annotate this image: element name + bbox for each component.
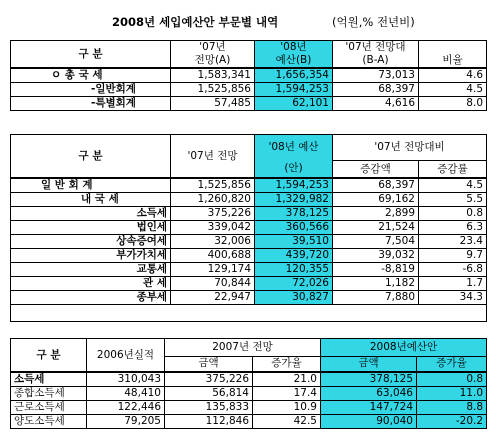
table-row (11, 401, 487, 415)
summary-table (10, 40, 487, 111)
table-row (11, 291, 487, 305)
row-2007-rate: 10.9 (253, 401, 321, 415)
row-2008-amount: 147,724 (321, 401, 417, 415)
table-row (11, 97, 487, 111)
table-row (11, 221, 487, 235)
row-c: 68,397 (333, 83, 419, 97)
row-2006: 310,043 (87, 372, 165, 387)
row-a: 57,485 (171, 97, 255, 111)
row-2007-rate: 21.0 (253, 372, 321, 387)
row-c: 2,899 (333, 207, 419, 221)
row-d: 6.3 (419, 221, 487, 235)
table-row (11, 207, 487, 221)
table-row (11, 68, 487, 83)
header-b-line2: 예산(B) (255, 54, 333, 68)
page-title: 2008년 세입예산안 부문별 내역 (112, 15, 279, 29)
row-label: 소득세 (11, 207, 171, 221)
row-c: 1,182 (333, 277, 419, 291)
row-c: 39,032 (333, 249, 419, 263)
row-2007-rate: 17.4 (253, 387, 321, 401)
row-c: 68,397 (333, 178, 419, 193)
header-a-line2: 전망(A) (171, 54, 255, 68)
row-a: 32,006 (171, 235, 255, 249)
table-row (11, 193, 487, 207)
row-2008-amount: 90,040 (321, 415, 417, 429)
row-b: 62,101 (255, 97, 333, 111)
row-2008-rate: -20.2 (417, 415, 487, 429)
row-d: 34.3 (419, 291, 487, 305)
row-2007-amount: 112,846 (165, 415, 253, 429)
row-label: 근로소득세 (11, 401, 87, 415)
row-a: 1,260,820 (171, 193, 255, 207)
header-gubun: 구 분 (11, 135, 171, 179)
header-d-line2: 비율 (419, 54, 487, 68)
row-d: 4.5 (419, 83, 487, 97)
spacer-row (11, 305, 487, 322)
table-row (11, 178, 487, 193)
table-row (11, 415, 487, 429)
row-b: 1,594,253 (255, 83, 333, 97)
row-label: ㅇ 총 국 세 (11, 68, 171, 83)
row-2007-amount: 56,814 (165, 387, 253, 401)
row-a: 70,844 (171, 277, 255, 291)
row-c: 7,880 (333, 291, 419, 305)
row-d: 4.5 (419, 178, 487, 193)
header-c2: 증감률 (419, 161, 487, 179)
header-b-line1: '08년 (255, 41, 333, 55)
row-2007-amount: 135,833 (165, 401, 253, 415)
row-b: 378,125 (255, 207, 333, 221)
header-2006: 2006년실적 (87, 339, 165, 373)
header-2008: 2008년예산안 (321, 339, 487, 357)
spacer-cell (11, 305, 487, 322)
header-2008-rate: 증가율 (417, 356, 487, 372)
header-gubun: 구 분 (11, 41, 171, 69)
row-label: 상속증여세 (11, 235, 171, 249)
row-c: 21,524 (333, 221, 419, 235)
table-row (11, 277, 487, 291)
row-a: 129,174 (171, 263, 255, 277)
row-label: 교통세 (11, 263, 171, 277)
row-a: 400,688 (171, 249, 255, 263)
row-label: 양도소득세 (11, 415, 87, 429)
row-label: -특별회계 (11, 97, 171, 111)
row-label: 관 세 (11, 277, 171, 291)
row-label: 내 국 세 (11, 193, 171, 207)
row-d: 4.6 (419, 68, 487, 83)
row-c: 7,504 (333, 235, 419, 249)
row-a: 22,947 (171, 291, 255, 305)
table-row (11, 387, 487, 401)
row-a: 1,525,856 (171, 83, 255, 97)
row-d: 1.7 (419, 277, 487, 291)
row-a: 1,525,856 (171, 178, 255, 193)
row-a: 1,583,341 (171, 68, 255, 83)
row-a: 339,042 (171, 221, 255, 235)
row-d: 8.0 (419, 97, 487, 111)
row-2007-rate: 42.5 (253, 415, 321, 429)
row-c: 73,013 (333, 68, 419, 83)
row-b: 1,329,982 (255, 193, 333, 207)
row-label: 법인세 (11, 221, 171, 235)
row-label: 종합소득세 (11, 387, 87, 401)
row-d: -6.8 (419, 263, 487, 277)
table-row (11, 249, 487, 263)
row-2006: 48,410 (87, 387, 165, 401)
title-bar (0, 0, 496, 40)
row-c: 4,616 (333, 97, 419, 111)
header-c-line1: '07년 전망대 (333, 41, 419, 55)
row-label: 종부세 (11, 291, 171, 305)
header-d-line1 (419, 41, 487, 55)
row-b: 120,355 (255, 263, 333, 277)
row-c: -8,819 (333, 263, 419, 277)
row-2006: 79,205 (87, 415, 165, 429)
row-2008-rate: 11.0 (417, 387, 487, 401)
row-d: 9.7 (419, 249, 487, 263)
detail-table (10, 134, 487, 322)
row-b: 39,510 (255, 235, 333, 249)
row-b: 30,827 (255, 291, 333, 305)
row-b: 1,656,354 (255, 68, 333, 83)
unit-note: (억원,% 전년비) (332, 15, 415, 29)
header-2008-amount: 금액 (321, 356, 417, 372)
header-c1: 증감액 (333, 161, 419, 179)
header-c: '07년 전망대비 (333, 135, 487, 161)
row-2007-amount: 375,226 (165, 372, 253, 387)
table-row (11, 372, 487, 387)
header-b-line1: '08년 예산 (255, 135, 333, 161)
header-2007: 2007년 전망 (165, 339, 321, 357)
row-label: 부가가치세 (11, 249, 171, 263)
table-row (11, 263, 487, 277)
row-b: 72,026 (255, 277, 333, 291)
header-2007-rate: 증가율 (253, 356, 321, 372)
row-2008-rate: 0.8 (417, 372, 487, 387)
row-d: 23.4 (419, 235, 487, 249)
row-b: 360,566 (255, 221, 333, 235)
header-c-line2: (B-A) (333, 54, 419, 68)
header-a-line1: '07년 (171, 41, 255, 55)
header-a: '07년 전망 (171, 135, 255, 179)
table-row (11, 83, 487, 97)
row-2008-amount: 63,046 (321, 387, 417, 401)
row-label: 일 반 회 계 (11, 178, 171, 193)
income-tax-table (10, 338, 487, 429)
header-gubun: 구 분 (11, 339, 87, 373)
header-b-line2: (안) (255, 161, 333, 179)
row-2008-amount: 378,125 (321, 372, 417, 387)
row-b: 1,594,253 (255, 178, 333, 193)
row-d: 5.5 (419, 193, 487, 207)
row-b: 439,720 (255, 249, 333, 263)
header-2007-amount: 금액 (165, 356, 253, 372)
row-a: 375,226 (171, 207, 255, 221)
row-d: 0.8 (419, 207, 487, 221)
row-2006: 122,446 (87, 401, 165, 415)
row-label: 소득세 (11, 372, 87, 387)
row-label: -일반회계 (11, 83, 171, 97)
row-c: 69,162 (333, 193, 419, 207)
table-row (11, 235, 487, 249)
row-2008-rate: 8.8 (417, 401, 487, 415)
